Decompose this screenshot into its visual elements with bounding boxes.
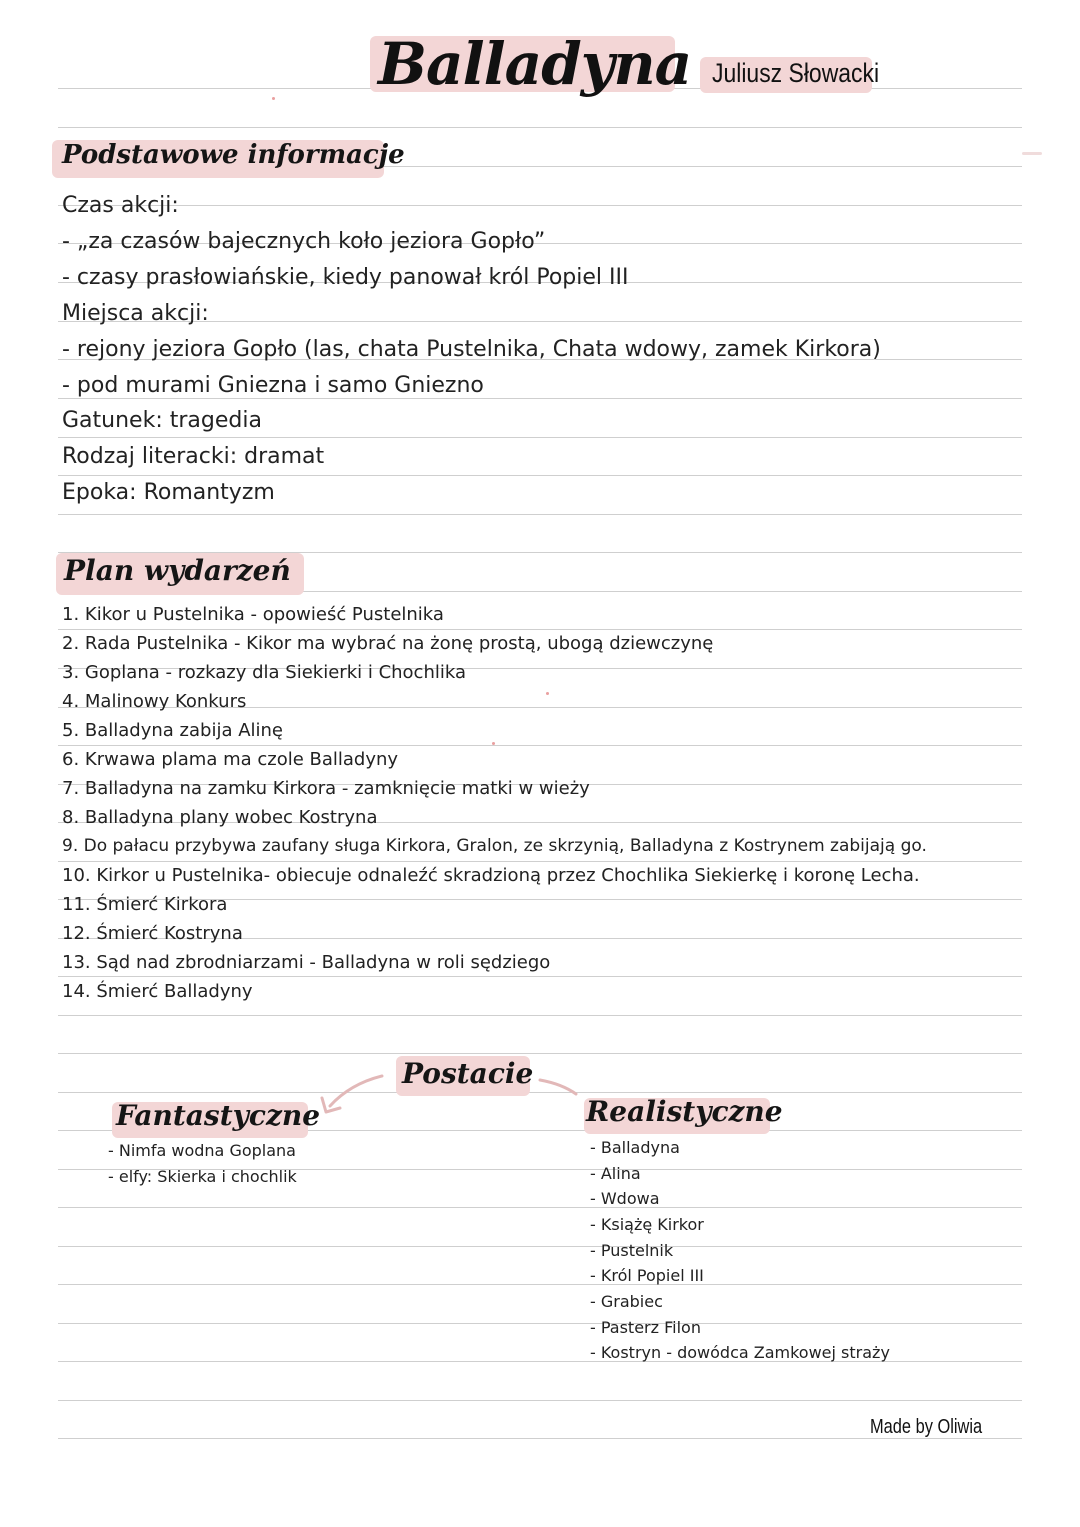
realistic-item: - Alina bbox=[590, 1164, 641, 1183]
signature: Made by Oliwia bbox=[870, 1416, 983, 1438]
margin-mark bbox=[1022, 152, 1042, 155]
decorative-dot bbox=[492, 742, 495, 745]
fantastic-item: - Nimfa wodna Goplana bbox=[108, 1141, 296, 1160]
arrow-right-icon bbox=[540, 1080, 576, 1094]
basic-info-line: Miejsca akcji: bbox=[62, 301, 209, 326]
basic-info-line: - czasy prasłowiańskie, kiedy panował król Popiel III bbox=[62, 265, 629, 290]
basic-info-heading: Podstawowe informacje bbox=[62, 140, 405, 170]
realistic-item: - Wdowa bbox=[590, 1189, 660, 1208]
arrow-left-icon bbox=[330, 1076, 382, 1106]
plan-item: 1. Kikor u Pustelnika - opowieść Pustelnika bbox=[62, 604, 444, 625]
fantastic-item: - elfy: Skierka i chochlik bbox=[108, 1167, 297, 1186]
basic-info-line: Rodzaj literacki: dramat bbox=[62, 444, 325, 469]
realistic-item: - Grabiec bbox=[590, 1292, 663, 1311]
fantastic-heading: Fantastyczne bbox=[116, 1099, 321, 1132]
realistic-item: - Balladyna bbox=[590, 1138, 680, 1157]
plan-item: 12. Śmierć Kostryna bbox=[62, 923, 243, 944]
basic-info-line: - pod murami Gniezna i samo Gniezno bbox=[62, 373, 484, 398]
realistic-item: - Książę Kirkor bbox=[590, 1215, 704, 1234]
plan-item: 9. Do pałacu przybywa zaufany sługa Kirkora, Gralon, ze skrzynią, Balladyna z Kostrynem zabijają go. bbox=[62, 836, 927, 856]
basic-info-line: - rejony jeziora Gopło (las, chata Pustelnika, Chata wdowy, zamek Kirkora) bbox=[62, 337, 881, 362]
decorative-dot bbox=[272, 97, 275, 100]
realistic-item: - Król Popiel III bbox=[590, 1266, 704, 1285]
basic-info-line: Czas akcji: bbox=[62, 193, 179, 218]
plan-item: 4. Malinowy Konkurs bbox=[62, 691, 247, 712]
decorative-dot bbox=[546, 692, 549, 695]
plan-item: 14. Śmierć Balladyny bbox=[62, 981, 253, 1002]
plan-item: 11. Śmierć Kirkora bbox=[62, 894, 228, 915]
realistic-heading: Realistyczne bbox=[586, 1095, 783, 1128]
basic-info-line: - „za czasów bajecznych koło jeziora Gopło” bbox=[62, 229, 546, 254]
characters-heading: Postacie bbox=[402, 1057, 534, 1090]
plan-item: 2. Rada Pustelnika - Kikor ma wybrać na żonę prostą, ubogą dziewczynę bbox=[62, 633, 714, 654]
plan-item: 5. Balladyna zabija Alinę bbox=[62, 720, 284, 741]
page-title: Balladyna bbox=[378, 30, 692, 98]
plan-item: 7. Balladyna na zamku Kirkora - zamknięcie matki w wieży bbox=[62, 778, 590, 799]
plan-item: 3. Goplana - rozkazy dla Siekierki i Chochlika bbox=[62, 662, 466, 683]
realistic-item: - Pasterz Filon bbox=[590, 1318, 701, 1337]
realistic-item: - Kostryn - dowódca Zamkowej straży bbox=[590, 1343, 890, 1362]
basic-info-line: Epoka: Romantyzm bbox=[62, 480, 275, 505]
realistic-item: - Pustelnik bbox=[590, 1241, 674, 1260]
plan-item: 8. Balladyna plany wobec Kostryna bbox=[62, 807, 378, 828]
basic-info-line: Gatunek: tragedia bbox=[62, 408, 262, 433]
plan-item: 6. Krwawa plama ma czole Balladyny bbox=[62, 749, 399, 770]
plan-item: 10. Kirkor u Pustelnika- obiecuje odnaleźć skradzioną przez Chochlika Siekierkę i koronę Lecha. bbox=[62, 865, 920, 886]
plan-heading: Plan wydarzeń bbox=[64, 554, 291, 587]
plan-item: 13. Sąd nad zbrodniarzami - Balladyna w roli sędziego bbox=[62, 952, 551, 973]
author: Juliusz Słowacki bbox=[712, 58, 880, 88]
